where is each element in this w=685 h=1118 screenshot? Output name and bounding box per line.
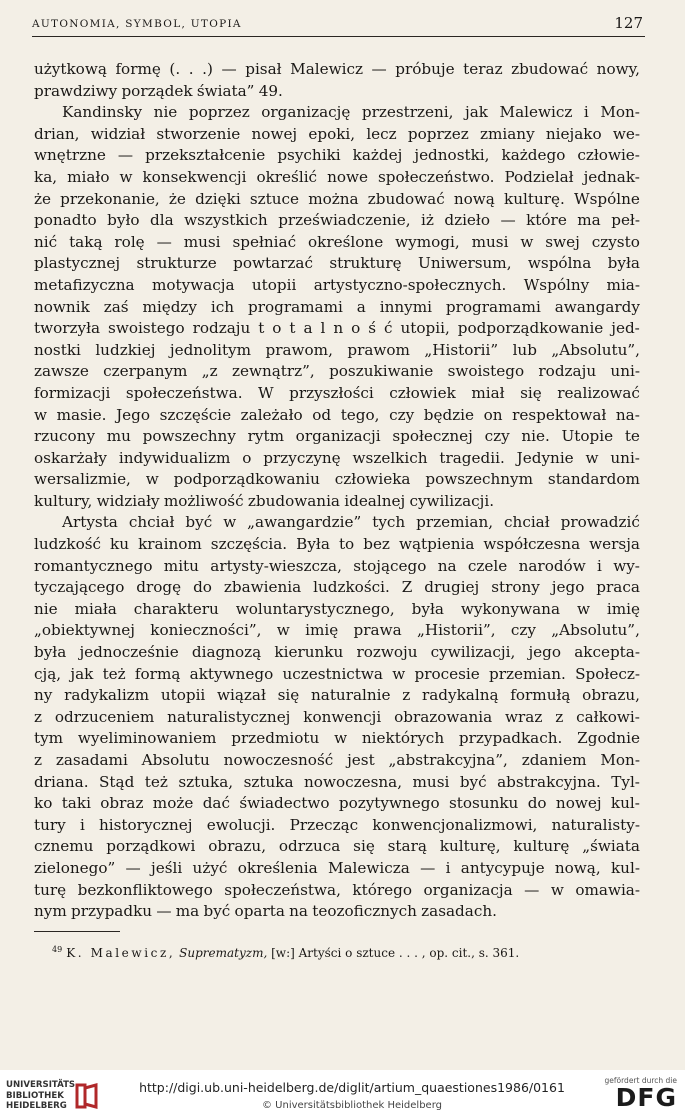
- text-line: ka, miało w konsekwencji określić nowe społeczeństwo. Podzielał jednak-: [34, 167, 640, 186]
- text-line: z odrzuceniem naturalistycznej konwencji obrazowania wraz z całkowi-: [34, 707, 640, 726]
- copyright-notice: © Universitätsbibliothek Heidelberg: [261, 1100, 442, 1111]
- text-line: tworzyła swoistego rodzaju t o t a l n o ś ć utopii, podporządkowanie jed-: [34, 319, 640, 338]
- dfg-logo[interactable]: [589, 1076, 677, 1114]
- text-line: „obiektywnej konieczności”, w imię prawa „Historii”, czy „Absolutu”,: [34, 621, 640, 640]
- text-line: zielonego” — jeśli użyć określenia Malewicza — i antycypuje nową, kul-: [34, 858, 640, 877]
- footnote-author: K. Malewicz,: [66, 946, 176, 960]
- text-line: ponadto było dla wszystkich przeświadczenie, iż dzieło — które ma peł-: [34, 211, 640, 230]
- text-line: zawsze czerpanym „z zewnątrz”, poszukiwanie swoistego rodzaju uni-: [34, 362, 640, 381]
- text-line: Kandinsky nie poprzez organizację przestrzeni, jak Malewicz i Mon-: [62, 103, 640, 122]
- text-line: nownik zaś między ich programami a innymi programami awangardy: [34, 297, 640, 316]
- footnote-reference: [w:] Artyści o sztuce . . . , op. cit., s. 361.: [271, 946, 520, 960]
- text-line: była jednocześnie diagnozą kierunku rozwoju cywilizacji, jego akcepta-: [34, 643, 640, 662]
- text-line: ludzkość ku krainom szczęścia. Była to bez wątpienia współczesna wersja: [34, 535, 640, 554]
- text-line: ko taki obraz może dać świadectwo pozytywnego stosunku do nowej kul-: [34, 794, 640, 813]
- text-line: użytkową formę (. . .) — pisał Malewicz — próbuje teraz zbudować nowy,: [34, 60, 640, 78]
- text-line: wnętrzne — przekształcenie psychiki każdej jednostki, każdego człowie-: [34, 146, 640, 165]
- footnote-divider: [34, 931, 120, 932]
- library-logo-text: UNIVERSITÄTS- BIBLIOTHEK HEIDELBERG: [6, 1080, 79, 1111]
- text-line: prawdziwy porządek świata” 49.: [34, 81, 283, 100]
- text-line: kultury, widziały możliwość zbudowania idealnej cywilizacji.: [34, 491, 495, 510]
- text-line: nie miała charakteru woluntarystycznego, była wykonywana w imię: [34, 599, 640, 618]
- text-line: Artysta chciał być w „awangardzie” tych przemian, chciał prowadzić: [62, 513, 640, 532]
- text-line: nostki ludzkiej jednolitym prawom, prawom „Historii” lub „Absolutu”,: [34, 340, 640, 359]
- text-line: plastycznej strukturze powtarzać strukturę Uniwersum, wspólna była: [34, 254, 640, 273]
- text-line: w masie. Jego szczęście zależało od tego, czy będzie on respektował na-: [34, 405, 640, 424]
- text-line: cznemu porządkowi obrazu, odrzuca się starą kulturę, kulturę „świata: [34, 837, 640, 856]
- footnote: [52, 942, 519, 961]
- text-line: tyczającego drogę do zbawienia ludzkości. Z drugiej strony jego praca: [34, 578, 640, 597]
- digitization-footer: [0, 1070, 685, 1118]
- text-line: formizacji społeczeństwa. W przyszłości człowiek miał się realizować: [34, 383, 640, 402]
- footnote-title: Suprematyzm,: [179, 946, 268, 960]
- text-line: z zasadami Absolutu nowoczesność jest „abstrakcyjna”, zdaniem Mon-: [34, 751, 640, 769]
- page-url-link[interactable]: http://digi.ub.uni-heidelberg.de/diglit/artium_quaestiones1986/0161: [139, 1080, 565, 1095]
- running-header: [32, 14, 645, 37]
- library-logo[interactable]: [6, 1078, 116, 1112]
- text-line: rzucony mu powszechny rytm organizacji społecznej czy nie. Utopie te: [34, 427, 640, 446]
- text-line: romantycznego mitu artysty-wieszcza, stojącego na czele narodów i wy-: [34, 556, 640, 575]
- text-line: że przekonanie, że dzięki sztuce można zbudować nową kulturę. Wspólne: [34, 189, 640, 208]
- text-line: wersalizmie, w podporządkowaniu człowieka powszechnym standardom: [34, 470, 640, 489]
- text-line: ny radykalizm utopii wiązał się naturalnie z radykalną formułą obrazu,: [34, 686, 640, 705]
- text-line: tury i historycznej ewolucji. Przecząc konwencjonalizmowi, naturalisty-: [34, 815, 640, 834]
- text-line: nić taką rolę — musi spełniać określone wymogi, musi w swej czysto: [34, 232, 640, 251]
- text-line: nym przypadku — ma być oparta na teozoficznych zasadach.: [34, 902, 497, 921]
- dfg-wordmark: DFG: [615, 1083, 677, 1112]
- running-title: AUTONOMIA, SYMBOL, UTOPIA: [32, 18, 242, 30]
- text-line: metafizyczna motywacja utopii artystyczno-społecznych. Wspólny mia-: [34, 275, 640, 294]
- text-line: oskarżały indywidualizm o przyczynę wszelkich tragedii. Jedynie w uni-: [34, 448, 640, 467]
- funded-by-label: gefördert durch die: [604, 1076, 677, 1085]
- footnote-number: 49: [52, 945, 63, 954]
- text-line: driana. Stąd też sztuka, sztuka nowoczesna, musi być abstrakcyjna. Tyl-: [34, 772, 640, 791]
- text-line: cją, jak też formą aktywnego uczestnictwa w procesie przemian. Społecz-: [34, 664, 640, 683]
- body-text: [34, 59, 640, 923]
- text-line: tym wyeliminowaniem przedmiotu w niektórych przypadkach. Zgodnie: [34, 729, 640, 748]
- text-line: drian, widział stworzenie nowej epoki, lecz poprzez zmiany niejako we-: [34, 124, 640, 143]
- text-line: turę bezkonfliktowego społeczeństwa, którego organizacja — w omawia-: [34, 880, 640, 899]
- library-mark-icon: [74, 1082, 100, 1110]
- page-number: 127: [614, 14, 643, 32]
